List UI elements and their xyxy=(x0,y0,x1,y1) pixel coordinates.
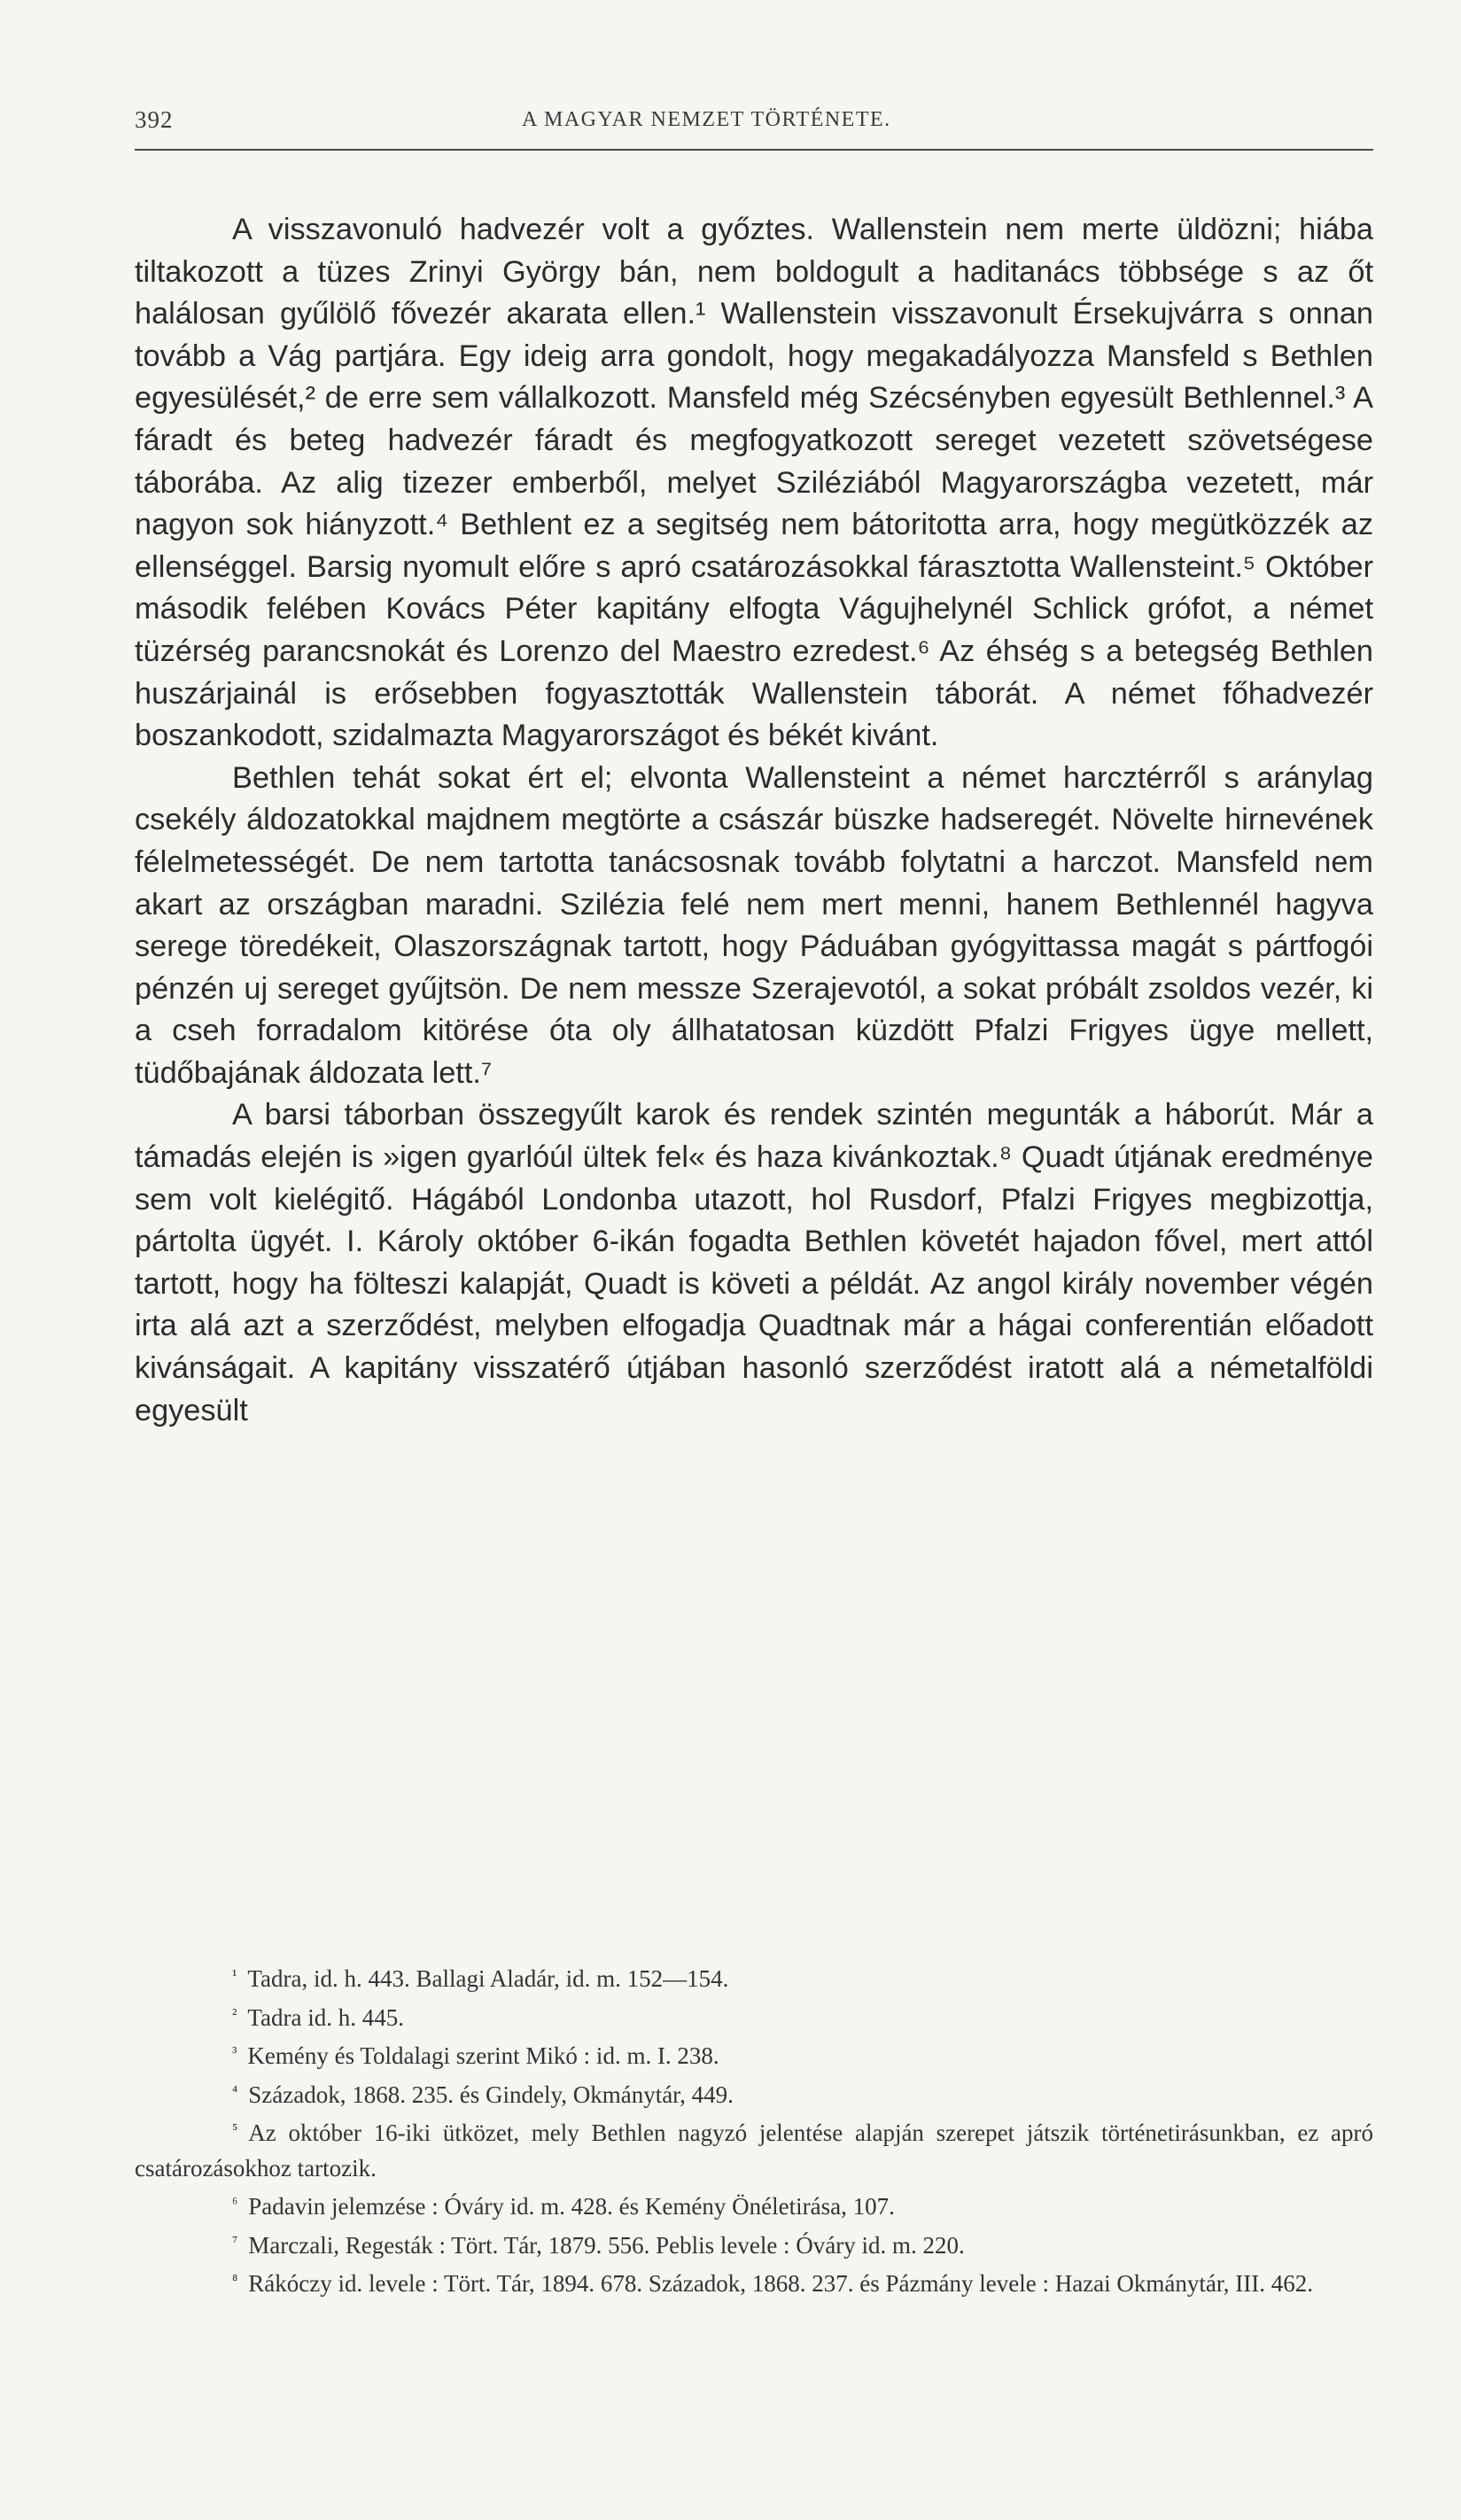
footnote-text: Tadra, id. h. 443. Ballagi Aladár, id. m. 152—154. xyxy=(247,1965,729,1992)
footnote-text: Marczali, Regesták : Tört. Tár, 1879. 556. Peblis levele : Óváry id. m. 220. xyxy=(248,2231,965,2259)
footnote-text: Az október 16-iki ütközet, mely Bethlen nagyzó jelentése alapján szerepet játszik történetirásunkban, ez apró csatározásokhoz tartozik. xyxy=(135,2119,1373,2182)
footnote-text: Kemény és Toldalagi szerint Mikó : id. m. I. 238. xyxy=(247,2042,719,2069)
footnote xyxy=(135,2225,1373,2264)
footnote-text: Századok, 1868. 235. és Gindely, Okmánytár, 449. xyxy=(248,2081,734,2108)
footnotes xyxy=(135,1958,1373,2302)
footnote-mark: ⁶ xyxy=(232,2194,238,2212)
page-number: 392 xyxy=(135,106,174,133)
footnote-text: Rákóczy id. levele : Tört. Tár, 1894. 678. Századok, 1868. 237. és Pázmány levele : Hazai Okmánytár, III. 462. xyxy=(248,2270,1314,2297)
footnote-mark: ⁷ xyxy=(232,2232,238,2251)
header-rule xyxy=(135,149,1373,151)
footnote-mark: ³ xyxy=(232,2043,237,2061)
footnote xyxy=(135,1958,1373,1997)
book-page xyxy=(135,105,1373,2297)
footnote-mark: ² xyxy=(232,2004,237,2023)
paragraph: A barsi táborban összegyűlt karok és rendek szintén megunták a háborút. Már a támadás elején is »igen gyarlóúl ültek fel« és haza kivánkoztak.⁸ Quadt útjának eredménye sem volt kielégitő. Hágából Londonba utazott, hol Rusdorf, Pfalzi Frigyes megbizottja, pártolta ügyét. I. Károly október 6-ikán fogadta Bethlen követét hajadon fővel, mert attól tartott, hogy ha fölteszi kalapját, Quadt is követi a példát. Az angol király november végén irta alá azt a szerződést, melyben elfogadja Quadtnak már a hágai conferentián előadott kivánságait. A kapitány visszatérő útjában hasonló szerződést iratott alá a németalföldi egyesült xyxy=(135,1098,1373,1427)
book-title: A MAGYAR NEMZET TÖRTÉNETE. xyxy=(522,108,891,131)
footnote-mark: ⁵ xyxy=(232,2120,238,2138)
footnote-mark: ¹ xyxy=(232,1966,237,1984)
footnote-text: Padavin jelemzése : Óváry id. m. 428. és Kemény Önéletirása, 107. xyxy=(248,2193,895,2220)
footnote xyxy=(135,2112,1373,2186)
footnote-mark: ⁸ xyxy=(232,2271,238,2289)
footnote-text: Tadra id. h. 445. xyxy=(247,2003,404,2031)
footnote xyxy=(135,2263,1373,2302)
footnote xyxy=(135,2186,1373,2225)
paragraph: A visszavonuló hadvezér volt a győztes. Wallenstein nem merte üldözni; hiába tiltakozott a tüzes Zrinyi György bán, nem boldogult a haditanács többsége s az őt halálosan gyűlölő fővezér akarata ellen.¹ Wallenstein visszavonult Érsekujvárra s onnan tovább a Vág partjára. Egy ideig arra gondolt, hogy megakadályozza Mansfeld s Bethlen egyesülését,² de erre sem vállalkozott. Mansfeld még Szécsényben egyesült Bethlennel.³ A fáradt és beteg hadvezér fáradt és megfogyatkozott sereget vezetett szövetségese táborába. Az alig tizezer emberből, melyet Sziléziából Magyarországba vezetett, már nagyon sok hiányzott.⁴ Bethlent ez a segitség nem bátoritotta arra, hogy megütközzék az ellenséggel. Barsig nyomult előre s apró csatározásokkal fárasztotta Wallensteint.⁵ Október második felében Kovács Péter kapitány elfogta Vágujhelynél Schlick grófot, a német tüzérség parancsnokát és Lorenzo del Maestro ezredest.⁶ Az éhség s a betegség Bethlen huszárjainál is erősebben fogyasztották Wallenstein táborát. A német főhadvezér boszankodott, szidalmazta Magyarországot és békét kivánt. xyxy=(135,213,1373,753)
footnote xyxy=(135,2074,1373,2113)
paragraph: Bethlen tehát sokat ért el; elvonta Wallensteint a német harcztérről s aránylag csekély áldozatokkal majdnem megtörte a császár büszke hadseregét. Növelte hirnevének félelmetességét. De nem tartotta tanácsosnak tovább folytatni a harczot. Mansfeld nem akart az országban maradni. Szilézia felé nem mert menni, hanem Bethlennél hagyva serege töredékeit, Olaszországnak tartott, hogy Páduában gyógyittassa magát s pártfogói pénzén uj sereget gyűjtsön. De nem messze Szerajevotól, a sokat próbált zsoldos vezér, ki a cseh forradalom kitörése óta oly állhatatosan küzdött Pfalzi Frigyes ügye mellett, tüdőbajának áldozata lett.⁷ xyxy=(135,760,1373,1090)
footnote xyxy=(135,2035,1373,2074)
running-head xyxy=(135,105,1373,135)
footnote xyxy=(135,1997,1373,2036)
footnote-mark: ⁴ xyxy=(232,2081,238,2100)
main-text xyxy=(135,209,1373,1432)
